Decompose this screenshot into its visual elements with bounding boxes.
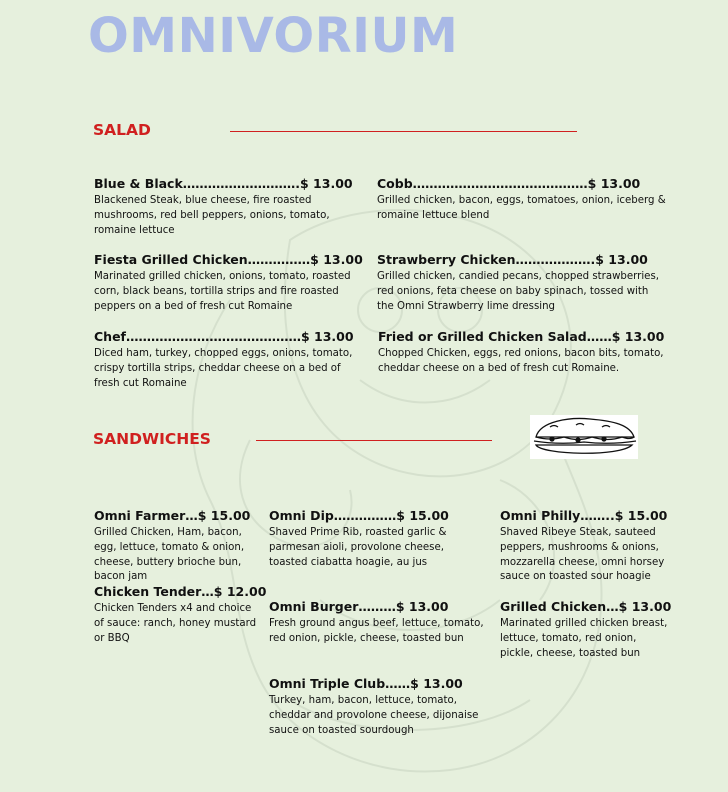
item-description: Marinated grilled chicken, onions, tomato, roasted corn, black beans, tortilla strips and fire roasted peppers on a bed of fresh cut Romaine [94,271,351,312]
menu-item [500,599,670,661]
salad-rule [230,131,577,132]
item-description: Fresh ground angus beef, lettuce, tomato, red onion, pickle, cheese, toasted bun [269,618,484,644]
menu-item [94,176,364,238]
sandwich-icon [530,415,638,459]
menu-item [377,176,667,224]
item-description: Grilled chicken, candied pecans, chopped strawberries, red onions, feta cheese on baby spinach, tossed with the Omni Strawberry lime dressing [377,271,660,312]
item-title: Omni Triple Club……$ 13.00 [269,676,463,691]
item-title: Cobb……………………………………$ 13.00 [377,176,641,191]
item-title: Omni Dip……………$ 15.00 [269,508,449,523]
item-description: Shaved Ribeye Steak, sauteed peppers, mushrooms & onions, mozzarella cheese, omni horsey sauce on toasted sour hoagie [500,527,665,583]
item-title: Fiesta Grilled Chicken……………$ 13.00 [94,252,363,267]
item-description: Grilled chicken, bacon, eggs, tomatoes, onion, iceberg & romaine lettuce blend [377,195,666,221]
menu-item [500,508,670,585]
item-description: Diced ham, turkey, chopped eggs, onions, tomato, crispy tortilla strips, cheddar cheese on a bed of fresh cut Romaine [94,348,353,389]
item-title: Omni Farmer…$ 15.00 [94,508,251,523]
item-title: Blue & Black……………………….$ 13.00 [94,176,353,191]
item-description: Shaved Prime Rib, roasted garlic & parmesan aioli, provolone cheese, toasted ciabatta hoagie, au jus [269,527,447,568]
item-title: Omni Philly……..$ 15.00 [500,508,668,523]
item-description: Turkey, ham, bacon, lettuce, tomato, cheddar and provolone cheese, dijonaise sauce on toasted sourdough [269,695,479,736]
salad-heading: SALAD [93,121,151,139]
item-description: Grilled Chicken, Ham, bacon, egg, lettuce, tomato & onion, cheese, buttery brioche bun, bacon jam [94,527,245,583]
sandwiches-rule [256,440,492,441]
item-description: Chicken Tenders x4 and choice of sauce: ranch, honey mustard or BBQ [94,603,257,644]
menu-item [269,508,484,570]
menu-item [94,584,267,646]
item-title: Chef……………………………………$ 13.00 [94,329,354,344]
menu-item [94,329,354,391]
sandwiches-heading: SANDWICHES [93,430,211,448]
item-title: Grilled Chicken…$ 13.00 [500,599,672,614]
menu-item [94,252,363,314]
item-title: Omni Burger………$ 13.00 [269,599,449,614]
item-title: Fried or Grilled Chicken Salad……$ 13.00 [378,329,665,344]
restaurant-title: OMNIVORIUM [88,8,459,64]
menu-item [269,599,484,647]
menu-item [94,508,264,585]
item-description: Chopped Chicken, eggs, red onions, bacon bits, tomato, cheddar cheese on a bed of fresh cut Romaine. [378,348,664,374]
item-description: Marinated grilled chicken breast, lettuce, tomato, red onion, pickle, cheese, toasted bun [500,618,668,659]
item-title: Strawberry Chicken……………….$ 13.00 [377,252,648,267]
menu-item [378,329,668,377]
menu-item [377,252,667,314]
item-description: Blackened Steak, blue cheese, fire roasted mushrooms, red bell peppers, onions, tomato, romaine lettuce [94,195,330,236]
item-title: Chicken Tender…$ 12.00 [94,584,267,599]
menu-item [269,676,484,738]
